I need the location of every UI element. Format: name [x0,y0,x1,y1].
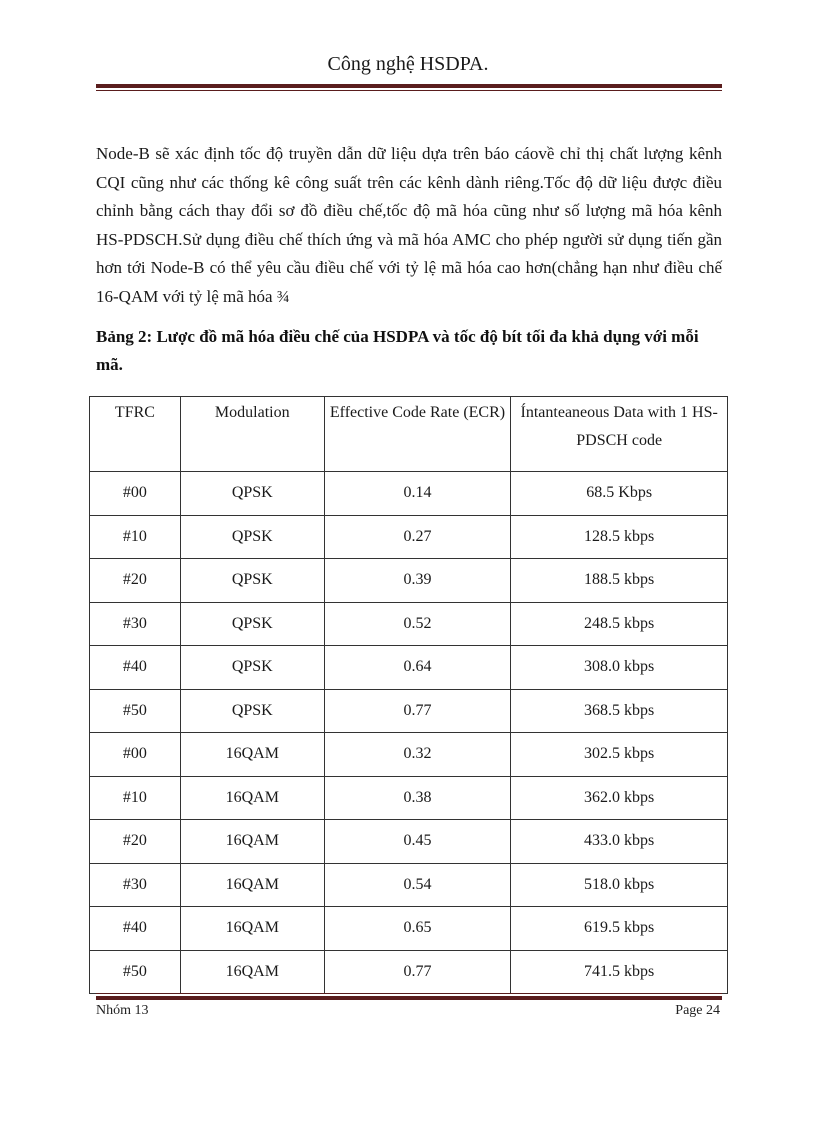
cell-data-rate: 188.5 kbps [511,559,728,603]
body-paragraph: Node-B sẽ xác định tốc độ truyền dẫn dữ liệu dựa trên báo cáovề chỉ thị chất lượng kênh CQI cũng như các thống kê công suất trên các kênh dành riêng.Tốc độ dữ liệu được điều chỉnh bằng cách thay đổi sơ đồ điều chế,tốc độ mã hóa cũng như số lượng mã hóa kênh HS-PDSCH.Sử dụng điều chế thích ứng và mã hóa AMC cho phép người sử dụng tiến gần hơn tới Node-B có thể yêu cầu điều chế với tỷ lệ mã hóa cao hơn(chẳng hạn như điều chế 16-QAM với tỷ lệ mã hóa ¾ [96,144,722,306]
table-row [90,950,728,994]
cell-ecr: 0.54 [324,863,511,907]
footer-rule-thick [96,996,722,1000]
cell-modulation: QPSK [180,602,324,646]
header-rule-thin [96,90,722,91]
cell-ecr: 0.77 [324,689,511,733]
cell-data-rate: 518.0 kbps [511,863,728,907]
page-header-title: Công nghệ HSDPA. [327,53,489,75]
table-row [90,733,728,777]
table-body [90,472,728,994]
cell-tfrc: #00 [90,733,181,777]
cell-data-rate: 68.5 Kbps [511,472,728,516]
cell-ecr: 0.14 [324,472,511,516]
header-data-rate: Íntanteaneous Data with 1 HS-PDSCH code [511,397,728,472]
footer-group-label: Nhóm 13 [96,1003,149,1018]
cell-tfrc: #20 [90,559,181,603]
cell-modulation: QPSK [180,515,324,559]
cell-data-rate: 128.5 kbps [511,515,728,559]
cell-modulation: QPSK [180,646,324,690]
table-header-row [90,397,728,472]
cell-modulation: QPSK [180,559,324,603]
cell-data-rate: 619.5 kbps [511,907,728,951]
cell-ecr: 0.45 [324,820,511,864]
cell-modulation: QPSK [180,472,324,516]
cell-ecr: 0.64 [324,646,511,690]
table-row [90,602,728,646]
table-row [90,907,728,951]
table-row [90,515,728,559]
cell-data-rate: 741.5 kbps [511,950,728,994]
header-tfrc: TFRC [90,397,181,472]
cell-ecr: 0.38 [324,776,511,820]
cell-data-rate: 368.5 kbps [511,689,728,733]
cell-ecr: 0.52 [324,602,511,646]
cell-ecr: 0.39 [324,559,511,603]
cell-data-rate: 433.0 kbps [511,820,728,864]
footer-page-number: Page 24 [675,1003,720,1018]
header-modulation: Modulation [180,397,324,472]
cell-tfrc: #30 [90,863,181,907]
cell-modulation: 16QAM [180,776,324,820]
cell-modulation: 16QAM [180,863,324,907]
table-row [90,689,728,733]
table-row [90,776,728,820]
table-row [90,820,728,864]
cell-ecr: 0.77 [324,950,511,994]
cell-tfrc: #20 [90,820,181,864]
table-row [90,472,728,516]
cell-tfrc: #10 [90,776,181,820]
table-row [90,646,728,690]
cell-data-rate: 308.0 kbps [511,646,728,690]
table-row [90,863,728,907]
header-rule-thick [96,84,722,88]
modulation-table [89,396,728,994]
table-caption: Bảng 2: Lược đồ mã hóa điều chế của HSDPA và tốc độ bít tối đa khả dụng với mỗi mã. [96,327,699,374]
cell-data-rate: 302.5 kbps [511,733,728,777]
cell-data-rate: 362.0 kbps [511,776,728,820]
cell-modulation: 16QAM [180,907,324,951]
cell-modulation: 16QAM [180,733,324,777]
cell-ecr: 0.27 [324,515,511,559]
cell-ecr: 0.32 [324,733,511,777]
cell-modulation: QPSK [180,689,324,733]
header-ecr: Effective Code Rate (ECR) [324,397,511,472]
cell-tfrc: #30 [90,602,181,646]
cell-tfrc: #40 [90,907,181,951]
table-row [90,559,728,603]
footer-rule-thin [96,993,722,994]
cell-tfrc: #50 [90,689,181,733]
cell-tfrc: #50 [90,950,181,994]
cell-tfrc: #00 [90,472,181,516]
cell-tfrc: #10 [90,515,181,559]
cell-modulation: 16QAM [180,820,324,864]
cell-modulation: 16QAM [180,950,324,994]
cell-data-rate: 248.5 kbps [511,602,728,646]
cell-tfrc: #40 [90,646,181,690]
cell-ecr: 0.65 [324,907,511,951]
